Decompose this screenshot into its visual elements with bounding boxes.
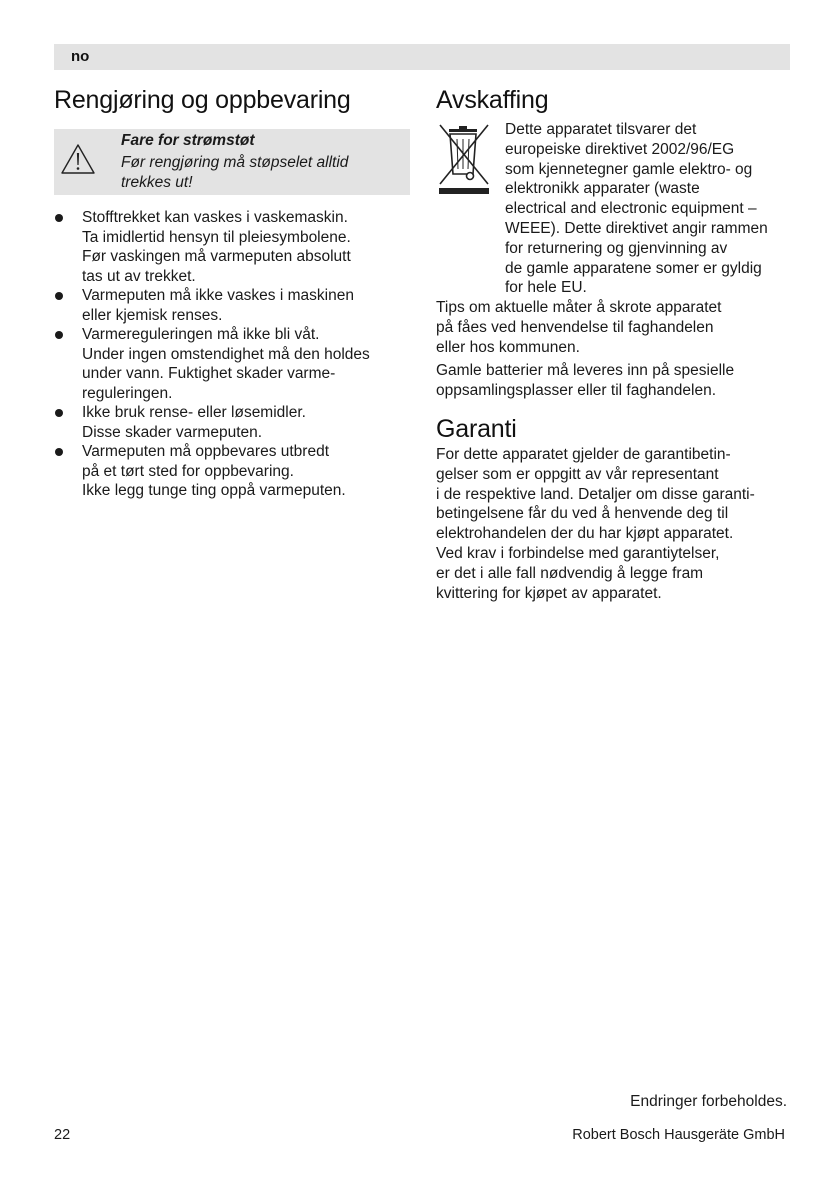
list-line: Stofftrekket kan vaskes i vaskemaskin. [82,209,348,226]
bullet-icon [55,331,63,339]
list-line: på et tørt sted for oppbevaring. [82,462,294,480]
warning-triangle-icon [60,143,96,175]
changes-reserved-note: Endringer forbeholdes. [630,1093,787,1110]
cleaning-list [54,208,410,501]
cleaning-heading: Rengjøring og oppbevaring [54,86,351,114]
bullet-icon [55,292,63,300]
text-line: Dette apparatet tilsvarer det [505,121,697,138]
text-line: på fåes ved henvendelse til faghandelen [436,318,714,336]
list-line: Varmeputen må ikke vaskes i maskinen [82,287,354,304]
text-line: som kjennetegner gamle elektro- og [505,160,753,178]
list-line: Ta imidlertid hensyn til pleiesymbolene. [82,228,351,246]
bullet-icon [55,448,63,456]
text-line: elektronikk apparater (waste [505,180,700,198]
text-line: betingelsene får du ved å henvende deg til [436,505,729,523]
text-line: eller hos kommunen. [436,338,580,356]
text-line: for returnering og gjenvinning av [505,239,728,257]
text-line: elektrohandelen der du har kjøpt apparatet. [436,525,734,543]
list-item [54,442,410,501]
text-line: oppsamlingsplasser eller til faghandelen. [436,382,717,400]
text-line: Gamle batterier må leveres inn på spesielle [436,362,735,380]
list-item [54,325,410,403]
weee-section [436,120,792,298]
left-column [54,84,410,501]
list-line: Disse skader varmeputen. [82,423,263,441]
text-line: for hele EU. [505,279,587,297]
list-line: tas ut av trekket. [82,267,196,285]
list-line: Varmereguleringen må ikke bli våt. [82,326,320,343]
warranty-paragraph [436,445,792,603]
page-number: 22 [54,1127,71,1143]
text-line: de gamle apparatene somer er gyldig [505,259,762,277]
list-line: Ikke legg tunge ting oppå varmeputen. [82,482,346,499]
text-line: For dette apparatet gjelder de garantibetin- [436,445,731,463]
list-line: reguleringen. [82,384,173,402]
text-line: Ved krav i forbindelse med garantiytelser, [436,544,720,562]
list-line: Varmeputen må oppbevares utbredt [82,443,330,460]
text-line: electrical and electronic equipment – [505,200,757,218]
warning-title: Fare for strømstøt [121,132,255,149]
list-line: under vann. Fuktighet skader varme- [82,365,336,382]
text-line: gelser som er oppgitt av vår representant [436,465,719,483]
text-line: europeiske direktivet 2002/96/EG [505,140,735,158]
list-item [54,208,410,286]
disposal-heading: Avskaffing [436,86,549,114]
list-line: Ikke bruk rense- eller løsemidler. [82,404,306,421]
warning-text [121,153,391,193]
list-item [54,286,410,325]
language-code: no [71,48,90,65]
weee-text [505,120,797,298]
list-line: Under ingen omstendighet må den holdes [82,345,370,363]
crossed-out-wheelie-bin-icon [436,122,492,196]
warranty-heading: Garanti [436,414,517,443]
company-name: Robert Bosch Hausgeräte GmbH [572,1127,785,1143]
warning-line: trekkes ut! [121,174,193,191]
battery-paragraph [436,361,792,401]
list-line: Før vaskingen må varmeputen absolutt [82,248,351,265]
text-line: Tips om aktuelle måter å skrote apparatet [436,299,722,316]
right-column [436,84,792,603]
warning-line: Før rengjøring må støpselet alltid [121,154,349,171]
language-bar [54,44,790,70]
text-line: i de respektive land. Detaljer om disse garanti- [436,485,755,503]
text-line: kvittering for kjøpet av apparatet. [436,584,662,602]
text-line: er det i alle fall nødvendig å legge fram [436,564,704,582]
text-line: WEEE). Dette direktivet angir rammen [505,219,768,237]
bullet-icon [55,214,63,222]
list-line: eller kjemisk renses. [82,306,223,324]
bullet-icon [55,409,63,417]
tips-paragraph [436,298,792,357]
warning-box [54,129,410,195]
list-item [54,403,410,442]
